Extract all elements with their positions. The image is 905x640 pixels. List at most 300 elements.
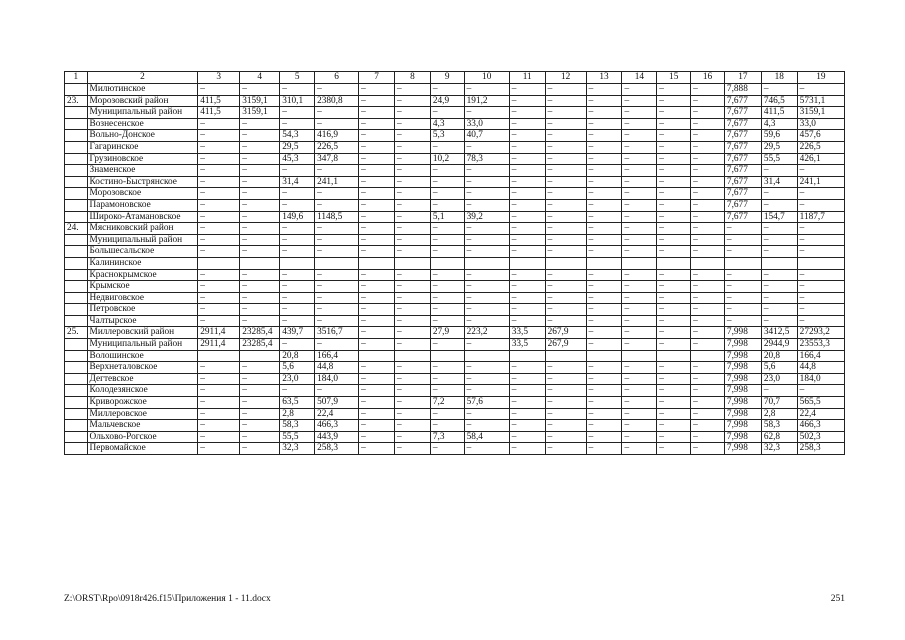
- column-header: 4: [240, 72, 280, 84]
- row-number-cell: [65, 281, 88, 293]
- value-cell: –: [691, 234, 725, 246]
- value-cell: –: [586, 443, 622, 455]
- value-cell: –: [586, 199, 622, 211]
- value-cell: 44,8: [797, 362, 844, 374]
- value-cell: –: [691, 246, 725, 258]
- value-cell: 154,7: [761, 211, 797, 223]
- value-cell: –: [622, 420, 657, 432]
- value-cell: –: [280, 281, 315, 293]
- value-cell: –: [315, 281, 359, 293]
- value-cell: –: [691, 373, 725, 385]
- value-cell: –: [545, 397, 586, 409]
- value-cell: –: [240, 246, 280, 258]
- value-cell: 7,998: [724, 339, 761, 351]
- value-cell: –: [464, 385, 509, 397]
- name-cell: Муниципальный район: [87, 339, 198, 351]
- row-number-cell: [65, 211, 88, 223]
- value-cell: 166,4: [797, 350, 844, 362]
- table-row: [65, 130, 845, 142]
- row-number-cell: [65, 362, 88, 374]
- value-cell: –: [657, 95, 691, 107]
- value-cell: –: [545, 188, 586, 200]
- value-cell: –: [509, 153, 545, 165]
- data-table: [64, 71, 845, 455]
- value-cell: –: [198, 315, 240, 327]
- value-cell: –: [797, 165, 844, 177]
- value-cell: –: [761, 188, 797, 200]
- value-cell: –: [691, 95, 725, 107]
- column-header: 2: [87, 72, 198, 84]
- value-cell: –: [691, 327, 725, 339]
- value-cell: [394, 257, 430, 269]
- value-cell: –: [761, 315, 797, 327]
- value-cell: –: [724, 234, 761, 246]
- value-cell: –: [691, 397, 725, 409]
- value-cell: –: [622, 385, 657, 397]
- value-cell: –: [657, 107, 691, 119]
- value-cell: –: [394, 95, 430, 107]
- row-number-cell: [65, 118, 88, 130]
- name-cell: Морозовское: [87, 188, 198, 200]
- value-cell: [586, 350, 622, 362]
- value-cell: –: [198, 385, 240, 397]
- value-cell: 7,998: [724, 443, 761, 455]
- value-cell: –: [509, 362, 545, 374]
- value-cell: 439,7: [280, 327, 315, 339]
- value-cell: –: [586, 211, 622, 223]
- value-cell: [430, 257, 464, 269]
- value-cell: 2380,8: [315, 95, 359, 107]
- value-cell: –: [691, 315, 725, 327]
- column-header: 16: [691, 72, 725, 84]
- value-cell: –: [691, 141, 725, 153]
- table-row: [65, 350, 845, 362]
- value-cell: –: [359, 141, 395, 153]
- value-cell: –: [586, 373, 622, 385]
- row-number-cell: [65, 257, 88, 269]
- value-cell: 45,3: [280, 153, 315, 165]
- value-cell: –: [761, 269, 797, 281]
- value-cell: –: [315, 234, 359, 246]
- value-cell: –: [280, 315, 315, 327]
- column-header: 1: [65, 72, 88, 84]
- value-cell: 29,5: [280, 141, 315, 153]
- value-cell: –: [586, 141, 622, 153]
- value-cell: 3159,1: [240, 95, 280, 107]
- value-cell: –: [797, 246, 844, 258]
- value-cell: –: [280, 188, 315, 200]
- value-cell: –: [622, 95, 657, 107]
- value-cell: –: [430, 339, 464, 351]
- value-cell: –: [198, 362, 240, 374]
- value-cell: –: [280, 84, 315, 96]
- value-cell: 2,8: [761, 408, 797, 420]
- value-cell: –: [622, 362, 657, 374]
- value-cell: –: [545, 223, 586, 235]
- value-cell: –: [359, 107, 395, 119]
- value-cell: –: [586, 304, 622, 316]
- value-cell: –: [622, 118, 657, 130]
- row-number-cell: [65, 269, 88, 281]
- value-cell: [394, 350, 430, 362]
- table-row: [65, 397, 845, 409]
- column-header: 18: [761, 72, 797, 84]
- value-cell: –: [761, 84, 797, 96]
- value-cell: –: [545, 246, 586, 258]
- value-cell: –: [691, 443, 725, 455]
- value-cell: –: [691, 84, 725, 96]
- value-cell: 33,0: [464, 118, 509, 130]
- value-cell: –: [657, 188, 691, 200]
- value-cell: –: [240, 153, 280, 165]
- name-cell: Миллеровский район: [87, 327, 198, 339]
- value-cell: –: [586, 397, 622, 409]
- value-cell: –: [622, 165, 657, 177]
- row-number-cell: [65, 397, 88, 409]
- value-cell: –: [430, 141, 464, 153]
- value-cell: –: [359, 176, 395, 188]
- value-cell: –: [198, 431, 240, 443]
- value-cell: –: [198, 373, 240, 385]
- value-cell: –: [691, 304, 725, 316]
- value-cell: 310,1: [280, 95, 315, 107]
- value-cell: –: [509, 211, 545, 223]
- value-cell: 62,8: [761, 431, 797, 443]
- value-cell: –: [359, 223, 395, 235]
- value-cell: –: [657, 420, 691, 432]
- value-cell: 20,8: [280, 350, 315, 362]
- value-cell: 466,3: [315, 420, 359, 432]
- value-cell: [691, 257, 725, 269]
- value-cell: –: [622, 443, 657, 455]
- value-cell: –: [509, 397, 545, 409]
- value-cell: –: [622, 199, 657, 211]
- row-number-cell: [65, 107, 88, 119]
- value-cell: 565,5: [797, 397, 844, 409]
- table-row: [65, 165, 845, 177]
- value-cell: 23,0: [280, 373, 315, 385]
- value-cell: –: [280, 292, 315, 304]
- value-cell: –: [240, 176, 280, 188]
- value-cell: –: [657, 304, 691, 316]
- value-cell: –: [359, 385, 395, 397]
- value-cell: –: [586, 315, 622, 327]
- name-cell: Знаменское: [87, 165, 198, 177]
- name-cell: Краснокрымское: [87, 269, 198, 281]
- name-cell: Муниципальный район: [87, 234, 198, 246]
- value-cell: –: [797, 223, 844, 235]
- value-cell: –: [359, 304, 395, 316]
- value-cell: –: [657, 165, 691, 177]
- value-cell: –: [464, 373, 509, 385]
- value-cell: –: [545, 315, 586, 327]
- value-cell: –: [586, 431, 622, 443]
- value-cell: –: [691, 153, 725, 165]
- value-cell: –: [394, 385, 430, 397]
- value-cell: [622, 257, 657, 269]
- value-cell: –: [430, 281, 464, 293]
- value-cell: –: [430, 315, 464, 327]
- value-cell: –: [394, 362, 430, 374]
- value-cell: [198, 257, 240, 269]
- value-cell: 7,677: [724, 95, 761, 107]
- value-cell: –: [761, 223, 797, 235]
- value-cell: 40,7: [464, 130, 509, 142]
- table-row: [65, 420, 845, 432]
- value-cell: –: [657, 373, 691, 385]
- value-cell: –: [240, 269, 280, 281]
- value-cell: 33,5: [509, 327, 545, 339]
- name-cell: Гагаринское: [87, 141, 198, 153]
- value-cell: –: [657, 315, 691, 327]
- name-cell: Калининское: [87, 257, 198, 269]
- value-cell: –: [280, 223, 315, 235]
- name-cell: Милютинское: [87, 84, 198, 96]
- value-cell: 258,3: [797, 443, 844, 455]
- value-cell: 7,677: [724, 199, 761, 211]
- value-cell: 7,998: [724, 373, 761, 385]
- value-cell: –: [797, 385, 844, 397]
- value-cell: –: [586, 385, 622, 397]
- value-cell: –: [509, 373, 545, 385]
- value-cell: –: [691, 269, 725, 281]
- value-cell: –: [464, 188, 509, 200]
- value-cell: –: [509, 176, 545, 188]
- page-footer: [64, 592, 845, 606]
- value-cell: –: [240, 292, 280, 304]
- value-cell: 54,3: [280, 130, 315, 142]
- name-cell: Грузиновское: [87, 153, 198, 165]
- column-header: 3: [198, 72, 240, 84]
- value-cell: –: [198, 292, 240, 304]
- value-cell: –: [509, 281, 545, 293]
- value-cell: –: [394, 420, 430, 432]
- value-cell: –: [586, 246, 622, 258]
- value-cell: –: [761, 165, 797, 177]
- value-cell: –: [657, 281, 691, 293]
- value-cell: –: [315, 223, 359, 235]
- value-cell: –: [657, 223, 691, 235]
- value-cell: –: [359, 315, 395, 327]
- value-cell: –: [280, 339, 315, 351]
- value-cell: –: [657, 118, 691, 130]
- name-cell: Чалтырское: [87, 315, 198, 327]
- value-cell: –: [509, 118, 545, 130]
- value-cell: –: [464, 199, 509, 211]
- value-cell: 31,4: [280, 176, 315, 188]
- value-cell: –: [240, 443, 280, 455]
- column-header: 14: [622, 72, 657, 84]
- value-cell: –: [797, 234, 844, 246]
- value-cell: –: [359, 84, 395, 96]
- row-number-cell: [65, 420, 88, 432]
- value-cell: –: [657, 385, 691, 397]
- table-body: [65, 72, 845, 455]
- value-cell: –: [545, 176, 586, 188]
- value-cell: –: [464, 165, 509, 177]
- value-cell: 267,9: [545, 339, 586, 351]
- row-number-cell: 25.: [65, 327, 88, 339]
- value-cell: –: [198, 118, 240, 130]
- row-number-cell: [65, 153, 88, 165]
- value-cell: –: [394, 223, 430, 235]
- value-cell: –: [198, 269, 240, 281]
- value-cell: 78,3: [464, 153, 509, 165]
- value-cell: –: [545, 141, 586, 153]
- value-cell: –: [622, 269, 657, 281]
- row-number-cell: [65, 199, 88, 211]
- value-cell: –: [359, 199, 395, 211]
- row-number-cell: [65, 141, 88, 153]
- value-cell: 63,5: [280, 397, 315, 409]
- value-cell: –: [545, 385, 586, 397]
- value-cell: 7,998: [724, 420, 761, 432]
- value-cell: –: [198, 211, 240, 223]
- value-cell: 1148,5: [315, 211, 359, 223]
- value-cell: [359, 257, 395, 269]
- value-cell: 3159,1: [797, 107, 844, 119]
- column-header: 7: [359, 72, 395, 84]
- row-number-cell: [65, 176, 88, 188]
- name-cell: Криворожское: [87, 397, 198, 409]
- column-header: 13: [586, 72, 622, 84]
- value-cell: 466,3: [797, 420, 844, 432]
- value-cell: –: [586, 234, 622, 246]
- row-number-cell: [65, 443, 88, 455]
- value-cell: –: [724, 281, 761, 293]
- value-cell: –: [240, 408, 280, 420]
- value-cell: –: [394, 176, 430, 188]
- value-cell: –: [622, 373, 657, 385]
- value-cell: 39,2: [464, 211, 509, 223]
- value-cell: –: [464, 362, 509, 374]
- value-cell: [315, 257, 359, 269]
- value-cell: –: [315, 165, 359, 177]
- value-cell: 7,677: [724, 107, 761, 119]
- value-cell: –: [509, 165, 545, 177]
- name-cell: Мальчевское: [87, 420, 198, 432]
- value-cell: –: [797, 188, 844, 200]
- name-cell: Недвиговское: [87, 292, 198, 304]
- value-cell: –: [430, 362, 464, 374]
- value-cell: –: [657, 431, 691, 443]
- value-cell: –: [240, 431, 280, 443]
- value-cell: 23553,3: [797, 339, 844, 351]
- value-cell: –: [586, 281, 622, 293]
- value-cell: –: [240, 118, 280, 130]
- name-cell: Верхнеталовское: [87, 362, 198, 374]
- value-cell: –: [761, 385, 797, 397]
- value-cell: [280, 257, 315, 269]
- value-cell: 7,998: [724, 327, 761, 339]
- value-cell: –: [359, 118, 395, 130]
- table-row: [65, 362, 845, 374]
- value-cell: –: [586, 84, 622, 96]
- value-cell: –: [586, 269, 622, 281]
- value-cell: –: [724, 315, 761, 327]
- value-cell: 347,8: [315, 153, 359, 165]
- value-cell: [198, 350, 240, 362]
- value-cell: 5,3: [430, 130, 464, 142]
- value-cell: –: [394, 84, 430, 96]
- value-cell: –: [761, 246, 797, 258]
- value-cell: –: [359, 246, 395, 258]
- table-row: [65, 107, 845, 119]
- value-cell: [797, 257, 844, 269]
- value-cell: –: [761, 292, 797, 304]
- value-cell: 443,9: [315, 431, 359, 443]
- name-cell: Волошинское: [87, 350, 198, 362]
- value-cell: 23285,4: [240, 327, 280, 339]
- table-row: [65, 385, 845, 397]
- value-cell: 27,9: [430, 327, 464, 339]
- value-cell: –: [691, 385, 725, 397]
- value-cell: –: [464, 408, 509, 420]
- name-cell: Ольхово-Рогское: [87, 431, 198, 443]
- value-cell: –: [394, 443, 430, 455]
- value-cell: –: [359, 408, 395, 420]
- value-cell: –: [691, 431, 725, 443]
- value-cell: –: [586, 292, 622, 304]
- value-cell: –: [545, 95, 586, 107]
- row-number-cell: [65, 234, 88, 246]
- file-path: Z:\ORST\Rpo\0918r426.f15\Приложения 1 - 11.docx: [64, 594, 271, 604]
- row-number-cell: [65, 188, 88, 200]
- row-number-cell: [65, 431, 88, 443]
- value-cell: 411,5: [198, 107, 240, 119]
- value-cell: –: [394, 234, 430, 246]
- value-cell: 3412,5: [761, 327, 797, 339]
- value-cell: –: [509, 84, 545, 96]
- table-row: [65, 327, 845, 339]
- value-cell: 7,998: [724, 397, 761, 409]
- value-cell: –: [657, 246, 691, 258]
- value-cell: [622, 350, 657, 362]
- value-cell: 4,3: [430, 118, 464, 130]
- value-cell: –: [622, 304, 657, 316]
- value-cell: –: [394, 165, 430, 177]
- name-cell: Широко-Атамановское: [87, 211, 198, 223]
- value-cell: –: [240, 420, 280, 432]
- value-cell: –: [622, 281, 657, 293]
- value-cell: –: [657, 327, 691, 339]
- name-cell: Муниципальный район: [87, 107, 198, 119]
- value-cell: –: [691, 188, 725, 200]
- row-number-cell: [65, 84, 88, 96]
- value-cell: –: [359, 130, 395, 142]
- value-cell: –: [394, 373, 430, 385]
- value-cell: –: [509, 420, 545, 432]
- value-cell: –: [394, 397, 430, 409]
- value-cell: 746,5: [761, 95, 797, 107]
- value-cell: 2911,4: [198, 339, 240, 351]
- value-cell: 149,6: [280, 211, 315, 223]
- value-cell: –: [315, 84, 359, 96]
- value-cell: –: [657, 199, 691, 211]
- value-cell: [464, 350, 509, 362]
- table-row: [65, 292, 845, 304]
- value-cell: –: [586, 176, 622, 188]
- value-cell: 7,998: [724, 431, 761, 443]
- value-cell: –: [691, 362, 725, 374]
- value-cell: –: [394, 304, 430, 316]
- value-cell: –: [240, 385, 280, 397]
- row-number-cell: [65, 385, 88, 397]
- value-cell: –: [280, 199, 315, 211]
- value-cell: 7,998: [724, 362, 761, 374]
- column-header: 8: [394, 72, 430, 84]
- value-cell: –: [586, 118, 622, 130]
